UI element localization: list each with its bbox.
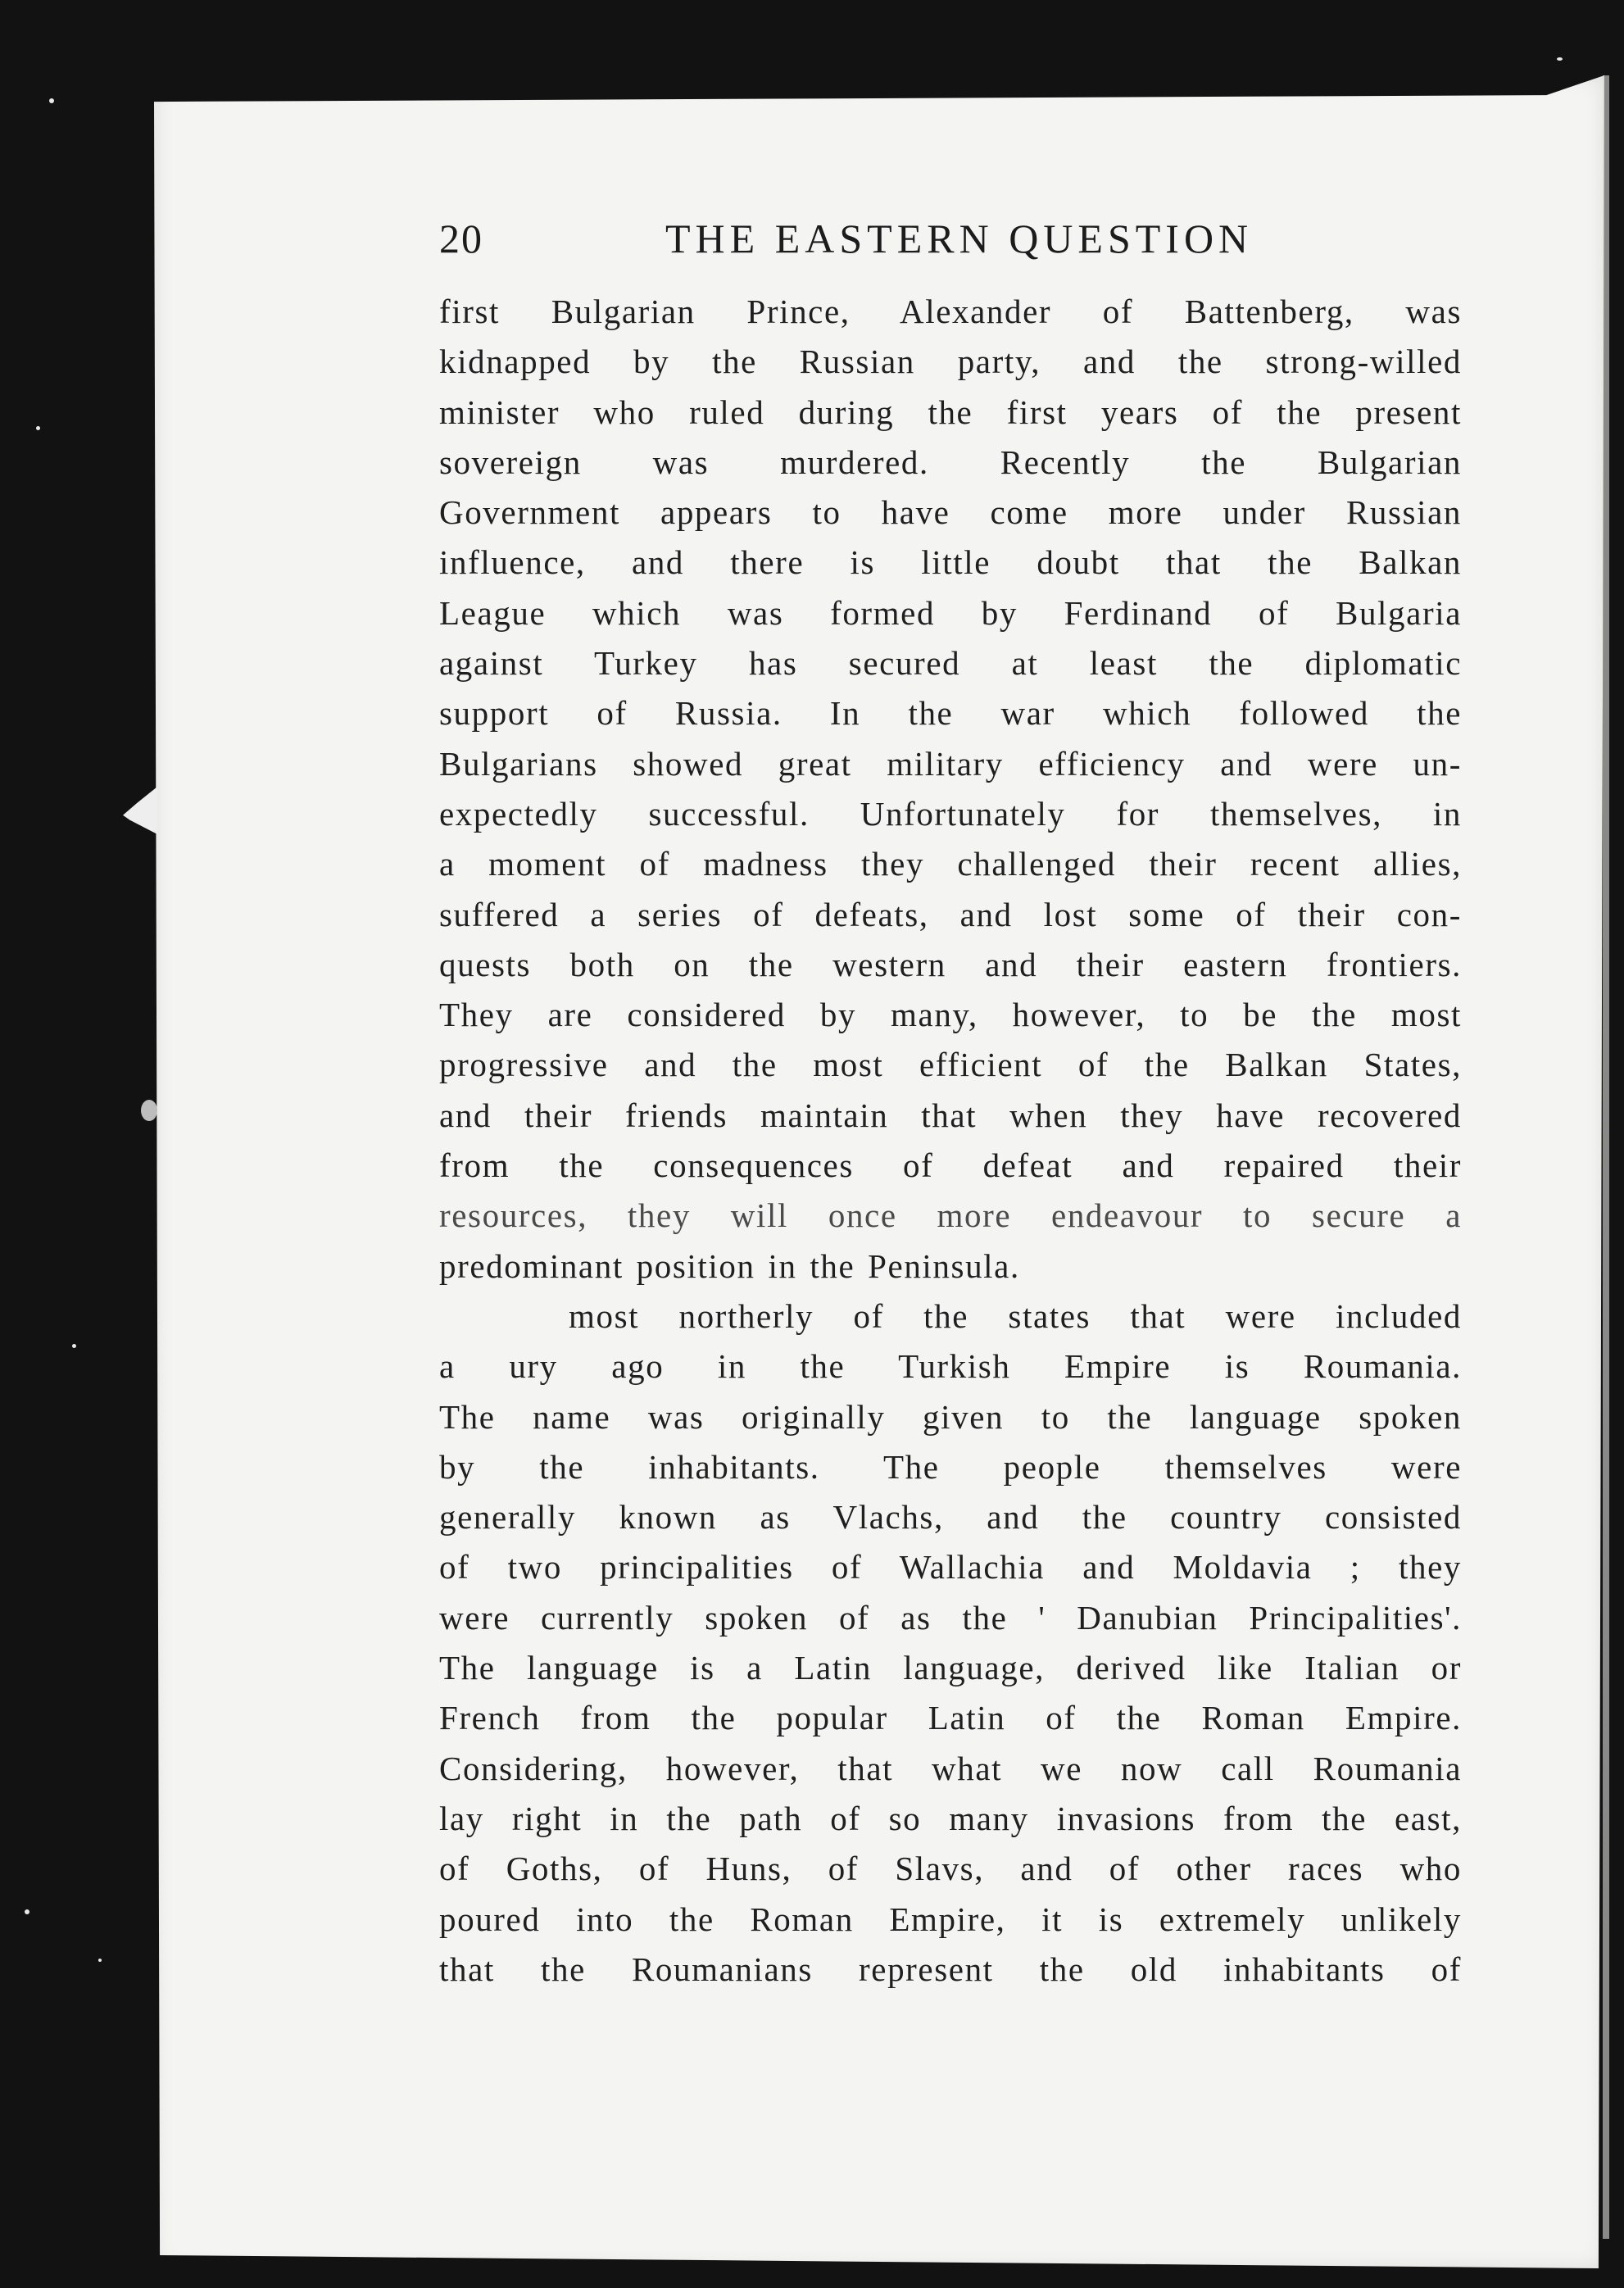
- text-line: against Turkey has secured at least the diplomatic: [439, 644, 1462, 683]
- text-line: kidnapped by the Russian party, and the strong-willed: [439, 343, 1462, 381]
- scan-speck: [98, 1959, 102, 1962]
- text-line: of Goths, of Huns, of Slavs, and of other races who: [439, 1850, 1462, 1888]
- text-line: influence, and there is little doubt that the Balkan: [439, 543, 1462, 582]
- text-line: that the Roumanians represent the old inhabitants of: [439, 1950, 1462, 1988]
- margin-dot: [141, 1100, 157, 1121]
- text-line: most northerly of the states that were included: [569, 1296, 1462, 1335]
- scan-speck: [1557, 57, 1563, 61]
- page-tab-mark: [123, 787, 157, 834]
- text-line: were currently spoken of as the ' Danubian Principalities'.: [439, 1598, 1462, 1637]
- text-line: progressive and the most efficient of the Balkan States,: [439, 1046, 1462, 1084]
- scan-speck: [72, 1344, 76, 1348]
- text-line: a ury ago in the Turkish Empire is Roumania.: [439, 1347, 1462, 1386]
- text-line: of two principalities of Wallachia and Moldavia ; they: [439, 1548, 1462, 1587]
- text-line: Considering, however, that what we now call Roumania: [439, 1749, 1462, 1787]
- scan-speck: [49, 98, 54, 103]
- text-line: The name was originally given to the language spoken: [439, 1397, 1462, 1436]
- text-line: resources, they will once more endeavour to secure a: [439, 1196, 1462, 1235]
- text-line: They are considered by many, however, to be the most: [439, 996, 1462, 1034]
- text-line: lay right in the path of so many invasions from the east,: [439, 1799, 1462, 1837]
- text-line: French from the popular Latin of the Roman Empire.: [439, 1699, 1462, 1737]
- text-line: minister who ruled during the first years of the present: [439, 393, 1462, 431]
- text-line: Bulgarians showed great military efficiency and were un-: [439, 744, 1462, 783]
- text-line: quests both on the western and their eastern frontiers.: [439, 945, 1462, 983]
- text-line: from the consequences of defeat and repaired their: [439, 1146, 1462, 1185]
- page-edge: [1603, 75, 1609, 2239]
- text-line: League which was formed by Ferdinand of Bulgaria: [439, 593, 1462, 632]
- text-line: and their friends maintain that when they have recovered: [439, 1096, 1462, 1134]
- text-line: sovereign was murdered. Recently the Bulgarian: [439, 443, 1462, 481]
- text-line: Government appears to have come more under Russian: [439, 493, 1462, 532]
- text-line: The language is a Latin language, derived like Italian or: [439, 1649, 1462, 1687]
- text-line: poured into the Roman Empire, it is extremely unlikely: [439, 1900, 1462, 1938]
- text-line: generally known as Vlachs, and the country consisted: [439, 1498, 1462, 1537]
- running-header: [439, 215, 1521, 272]
- text-line: expectedly successful. Unfortunately for themselves, in: [439, 794, 1462, 833]
- text-line: suffered a series of defeats, and lost some of their con-: [439, 895, 1462, 933]
- running-title: THE EASTERN QUESTION: [665, 216, 1254, 261]
- body-text: [439, 287, 1462, 1995]
- scan-speck: [25, 1909, 29, 1914]
- text-line: predominant position in the Peninsula.: [439, 1246, 1020, 1285]
- text-line: first Bulgarian Prince, Alexander of Battenberg, was: [439, 293, 1462, 330]
- text-line: by the inhabitants. The people themselves were: [439, 1447, 1462, 1486]
- page-number: 20: [439, 216, 483, 261]
- scan-speck: [36, 426, 40, 430]
- text-line: support of Russia. In the war which followed the: [439, 694, 1462, 733]
- text-line: a moment of madness they challenged their recent allies,: [439, 845, 1462, 883]
